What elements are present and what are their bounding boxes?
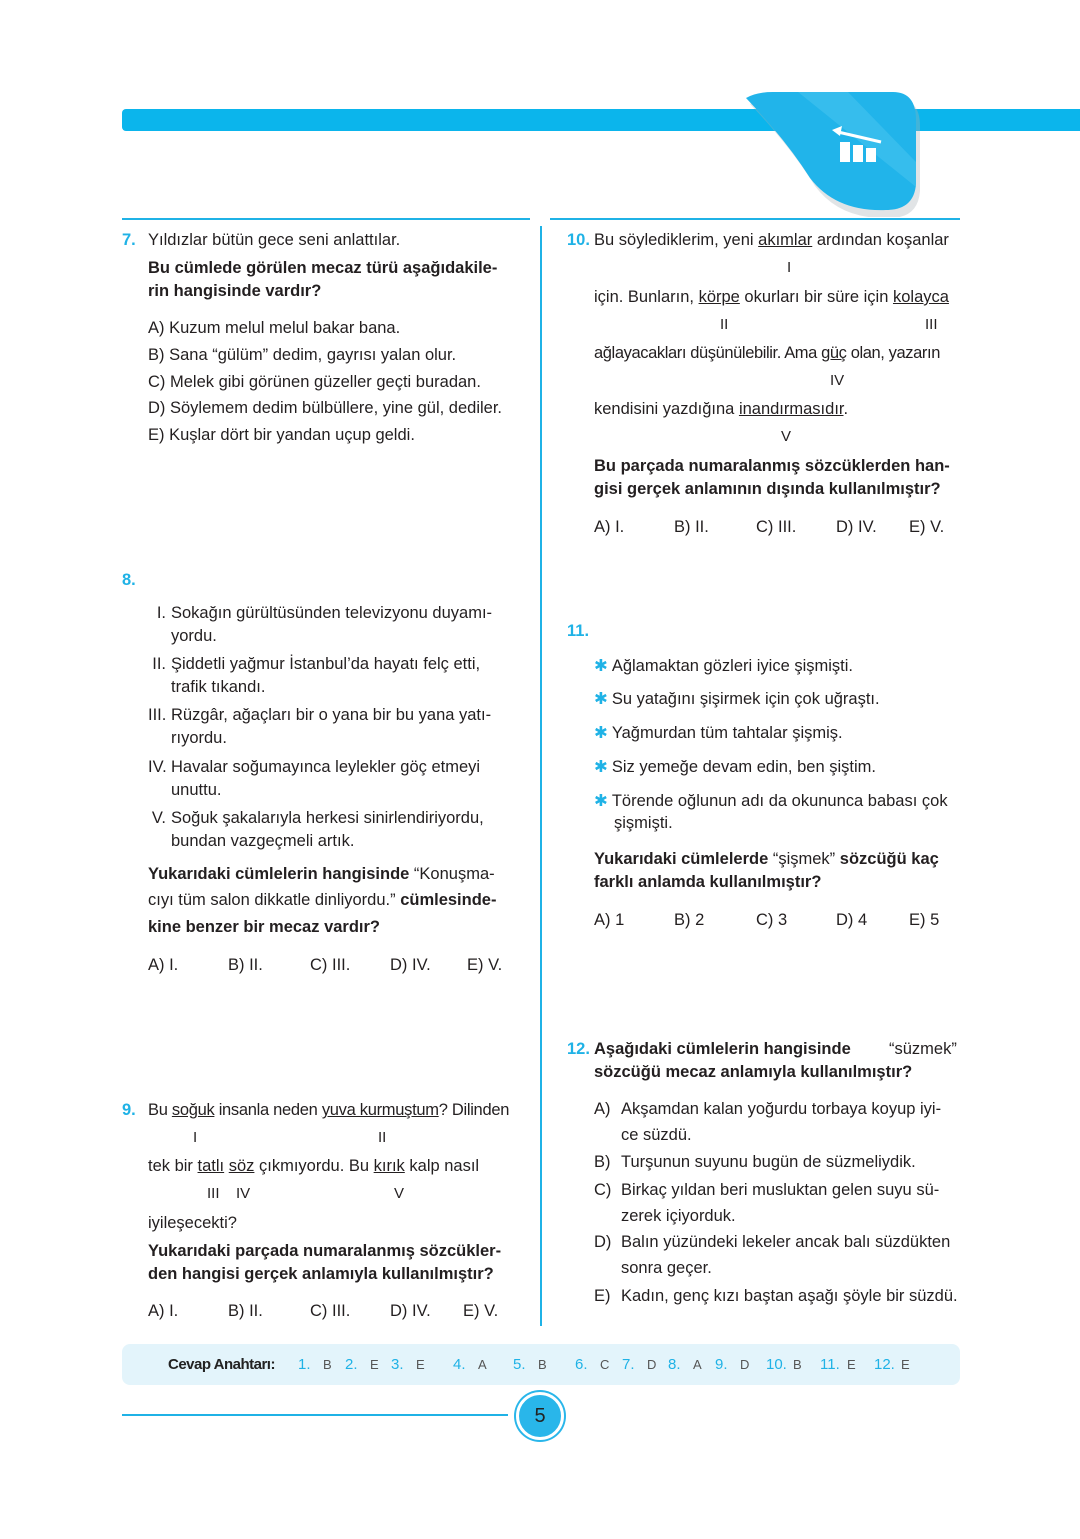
option-d[interactable]: Balın yüzündeki lekeler ancak balı süzdükten [621, 1233, 951, 1251]
answer-key-number: 4. [453, 1356, 466, 1373]
passage-line [148, 1101, 509, 1120]
item-numeral: II. [152, 655, 166, 673]
roman-numeral: III [925, 316, 938, 333]
answer-key-letter: C [600, 1357, 610, 1372]
answer-key [122, 1344, 960, 1385]
asterisk-bullet-icon: ✱ [594, 792, 608, 810]
asterisk-bullet-icon: ✱ [594, 657, 608, 675]
question-text: kine benzer bir mecaz vardır? [148, 918, 381, 936]
page-number-badge [516, 1392, 564, 1440]
answer-key-label: Cevap Anahtarı: [168, 1356, 275, 1373]
option-c[interactable]: C) 3 [756, 911, 788, 929]
answer-key-letter: B [793, 1357, 802, 1372]
marked-word: kolayca [892, 288, 949, 306]
text: ağlayacakları düşünülebilir. Ama [594, 344, 822, 362]
roman-numeral: III [207, 1185, 220, 1202]
answer-key-letter: D [740, 1357, 750, 1372]
bullet-item [594, 723, 843, 743]
question-number: 9. [122, 1101, 136, 1119]
option-e[interactable]: E) 5 [909, 911, 940, 929]
item-text: Havalar soğumayınca leylekler göç etmeyi [171, 758, 481, 776]
answer-key-number: 1. [298, 1356, 311, 1373]
item-text: Ağlamaktan gözleri iyice şişmişti. [611, 657, 853, 675]
option-d[interactable]: sonra geçer. [621, 1259, 712, 1277]
answer-key-letter: E [416, 1357, 425, 1372]
answer-key-number: 3. [391, 1356, 404, 1373]
marked-word: soğuk [171, 1101, 215, 1119]
question-text: den hangisi gerçek anlamıyla kullanılmıştır? [148, 1265, 494, 1283]
question-text [148, 891, 496, 910]
option-c[interactable]: C) III. [310, 1302, 351, 1320]
question-text: Yukarıdaki parçada numaralanmış sözcükler- [148, 1242, 502, 1260]
marked-word: söz [228, 1157, 255, 1175]
option-b[interactable]: B) II. [228, 1302, 263, 1320]
option-d[interactable]: D) IV. [390, 956, 431, 974]
item-numeral: IV. [148, 758, 167, 776]
marked-word: inandırmasıdır [738, 400, 844, 418]
item-text: Siz yemeğe devam edin, ben şiştim. [611, 758, 876, 776]
roman-numeral: IV [830, 372, 845, 389]
roman-numeral: V [781, 428, 792, 445]
option-b[interactable]: B) Sana “gülüm” dedim, gayrısı yalan olur. [148, 346, 457, 364]
divider [550, 218, 960, 220]
option-b[interactable]: B) 2 [674, 911, 705, 929]
item-text: unuttu. [171, 781, 222, 799]
item-text: yordu. [171, 627, 217, 645]
answer-key-letter: A [693, 1357, 702, 1372]
question-number: 7. [122, 231, 136, 249]
passage-line [148, 1157, 479, 1176]
passage-line: iyileşecekti? [148, 1214, 237, 1232]
option-e[interactable]: E) V. [909, 518, 945, 536]
answer-key-number: 5. [513, 1356, 526, 1373]
bullet-item [594, 689, 880, 709]
divider [122, 218, 530, 220]
option-a[interactable]: A) I. [148, 956, 179, 974]
option-d[interactable]: D) IV. [390, 1302, 431, 1320]
option-d[interactable]: D) Söylemem dedim bülbüllere, yine gül, dediler. [148, 399, 503, 417]
roman-numeral: II [378, 1129, 387, 1146]
question-stem: Yıldızlar bütün gece seni anlattılar. [148, 231, 401, 249]
answer-key-letter: E [370, 1357, 379, 1372]
roman-numeral: I [787, 259, 792, 276]
option-a[interactable]: A) Kuzum melul melul bakar bana. [148, 319, 401, 337]
roman-numeral: IV [236, 1185, 251, 1202]
question-number: 10. [567, 231, 590, 249]
option-a[interactable]: A) I. [594, 518, 625, 536]
passage-line [594, 400, 848, 419]
text: kendisini yazdığına [594, 400, 739, 418]
passage-line [594, 231, 949, 250]
answer-key-number: 9. [715, 1356, 728, 1373]
question-bold: cümlesinde- [395, 891, 497, 909]
option-e[interactable]: E) Kuşlar dört bir yandan uçup geldi. [148, 426, 415, 444]
question-text: Bu parçada numaralanmış sözcüklerden han- [594, 457, 950, 475]
option-d[interactable]: D) 4 [836, 911, 868, 929]
question-quote: cıyı tüm salon dikkatle dinliyordu.” [148, 891, 396, 909]
item-text: Sokağın gürültüsünden televizyonu duyamı- [171, 604, 493, 622]
option-e[interactable]: E) V. [463, 1302, 499, 1320]
question-text: gisi gerçek anlamının dışında kullanılmıştır? [594, 480, 941, 498]
answer-key-letter: A [478, 1357, 487, 1372]
question-text: Aşağıdaki cümlelerin hangisinde [594, 1040, 851, 1058]
question-text [148, 865, 495, 884]
item-text: Su yatağını şişirmek için çok uğraştı. [611, 690, 880, 708]
asterisk-bullet-icon: ✱ [594, 724, 608, 742]
bullet-item [594, 757, 876, 777]
text: Bu söylediklerim, yeni [594, 231, 759, 249]
passage-line [594, 288, 949, 307]
option-e[interactable]: Kadın, genç kızı baştan aşağı şöyle bir süzdü. [621, 1287, 958, 1305]
text: ? Dilinden [438, 1101, 510, 1119]
option-c[interactable]: Birkaç yıldan beri musluktan gelen suyu sü- [621, 1181, 940, 1199]
answer-key-number: 7. [622, 1356, 635, 1373]
question-bold: Yukarıdaki cümlelerin hangisinde [148, 865, 410, 883]
answer-key-letter: E [901, 1357, 910, 1372]
option-e-letter[interactable]: E) [594, 1287, 611, 1305]
answer-key-number: 10. [766, 1356, 787, 1373]
item-text: rıyordu. [171, 729, 227, 747]
answer-key-letter: B [538, 1357, 547, 1372]
item-text: Soğuk şakalarıyla herkesi sinirlendiriyordu, [171, 809, 484, 827]
option-a-letter[interactable]: A) [594, 1100, 611, 1118]
asterisk-bullet-icon: ✱ [594, 690, 608, 708]
question-text: Bu cümlede görülen mecaz türü aşağıdakile- [148, 259, 498, 277]
marked-word: güç [821, 344, 847, 362]
option-d[interactable]: D) IV. [836, 518, 877, 536]
item-text: Şiddetli yağmur İstanbul’da hayatı felç etti, [171, 655, 481, 673]
option-e[interactable]: E) V. [467, 956, 503, 974]
option-b[interactable]: B) II. [674, 518, 709, 536]
answer-key-letter: E [847, 1357, 856, 1372]
header-bar [122, 109, 1080, 131]
option-c[interactable]: C) III. [310, 956, 351, 974]
question-bold: sözcüğü kaç [839, 850, 939, 868]
marked-word: yuva kurmuştum [321, 1101, 439, 1119]
question-text: farklı anlamda kullanılmıştır? [594, 873, 822, 891]
option-a[interactable]: Akşamdan kalan yoğurdu torbaya koyup iyi- [621, 1100, 942, 1118]
question-quote: “Konuşma- [409, 865, 495, 883]
bullet-item [594, 656, 853, 676]
option-c[interactable]: zerek içiyorduk. [621, 1207, 736, 1225]
marked-word: akımlar [758, 231, 813, 249]
option-c[interactable]: C) Melek gibi görünen güzeller geçti buradan. [148, 373, 481, 391]
item-text: Yağmurdan tüm tahtalar şişmiş. [611, 724, 843, 742]
question-number: 12. [567, 1040, 590, 1058]
roman-numeral: I [193, 1129, 198, 1146]
text: ardından koşanlar [812, 231, 949, 249]
option-b[interactable]: B) II. [228, 956, 263, 974]
option-b-letter[interactable]: B) [594, 1153, 611, 1171]
text: okurları bir süre için [739, 288, 893, 306]
question-quote: “süzmek” [889, 1040, 957, 1058]
text: için. Bunların, [594, 288, 699, 306]
item-numeral: III. [148, 706, 167, 724]
option-a[interactable]: ce süzdü. [621, 1126, 692, 1144]
answer-key-letter: B [323, 1357, 332, 1372]
column-divider [540, 226, 542, 1326]
question-quote: “şişmek” [768, 850, 840, 868]
item-text: bundan vazgeçmeli artık. [171, 832, 355, 850]
question-text: sözcüğü mecaz anlamıyla kullanılmıştır? [594, 1063, 913, 1081]
answer-key-number: 8. [668, 1356, 681, 1373]
text: çıkmıyordu. Bu [254, 1157, 374, 1175]
question-text [594, 850, 939, 869]
text: Bu [148, 1101, 172, 1119]
question-number: 11. [567, 622, 590, 640]
roman-numeral: II [720, 316, 729, 333]
question-number: 8. [122, 571, 136, 589]
text: . [843, 400, 849, 418]
option-d-letter[interactable]: D) [594, 1233, 612, 1251]
bar-chart-down-arrow-icon [728, 92, 923, 217]
option-a[interactable]: A) I. [148, 1302, 179, 1320]
answer-key-number: 11. [820, 1356, 840, 1373]
marked-word: kırık [373, 1157, 405, 1175]
item-numeral: V. [151, 809, 166, 827]
marked-word: körpe [698, 288, 740, 306]
text: kalp nasıl [404, 1157, 480, 1175]
text: tek bir [148, 1157, 198, 1175]
item-text: trafik tıkandı. [171, 678, 266, 696]
item-numeral: I. [156, 604, 166, 622]
question-bold: Yukarıdaki cümlelerde [594, 850, 769, 868]
option-b[interactable]: Turşunun suyunu bugün de süzmeliydik. [621, 1153, 916, 1171]
text: olan, yazarın [846, 344, 940, 362]
answer-key-number: 12. [874, 1356, 895, 1373]
bullet-item [594, 791, 948, 811]
item-text: Rüzgâr, ağaçları bir o yana bir bu yana yatı- [171, 706, 492, 724]
text: insanla neden [214, 1101, 322, 1119]
footer-line [122, 1414, 508, 1416]
option-c-letter[interactable]: C) [594, 1181, 612, 1199]
answer-key-letter: D [647, 1357, 657, 1372]
passage-line [594, 344, 940, 363]
asterisk-bullet-icon: ✱ [594, 758, 608, 776]
marked-word: tatlı [197, 1157, 225, 1175]
option-a[interactable]: A) 1 [594, 911, 625, 929]
question-text: rin hangisinde vardır? [148, 282, 322, 300]
roman-numeral: V [394, 1185, 405, 1202]
item-text: Törende oğlunun adı da okununca babası çok [611, 792, 948, 810]
answer-key-number: 2. [345, 1356, 358, 1373]
answer-key-number: 6. [575, 1356, 588, 1373]
item-text: şişmişti. [614, 814, 673, 832]
option-c[interactable]: C) III. [756, 518, 797, 536]
page-number: 5 [534, 1404, 546, 1427]
